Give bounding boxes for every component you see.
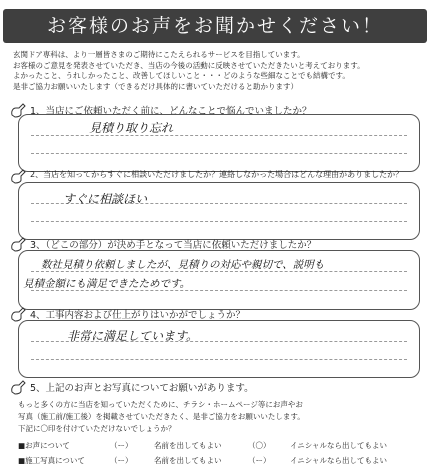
question-label: 1、当店にご依頼いただく前に、どんなことで悩んでいましたか？ [30, 106, 312, 117]
request-line: 下記に〇印を付けていただけないでしょうか？ [18, 424, 176, 433]
photo-request-text [18, 399, 418, 435]
question-5 [10, 379, 420, 395]
ruled-line [31, 153, 407, 154]
question-label: 4、工事内容および仕上がりはいかがでしょうか？ [30, 310, 246, 321]
title-banner [3, 9, 427, 43]
intro-line: お客様のご意見を発表させていただき、当店の今後の活動に反映させていただきたいと考えております。 [13, 60, 365, 70]
question-1 [10, 102, 420, 135]
question-2 [10, 168, 420, 206]
photo-permission-row [18, 455, 418, 467]
intro-line: 是非ご協力お願いいたします（できるだけ具体的に書いていただけると助かります） [13, 81, 298, 91]
choice-mark[interactable]: （〇） [248, 441, 271, 450]
intro-line: 玄関ドア専科は、より一層皆さまのご期待にこたえられるサービスを目指しています。 [13, 50, 305, 59]
voice-permission-row [18, 440, 418, 452]
intro-line: よかったこと、うれしかったこと、改善してほしいこと・・・どのような些細なことでも結構です。 [13, 71, 350, 81]
question-label: 2、当店を知ってからすぐに相談いただけましたか？連絡しなかった場合はどんな理由がありましたか？ [30, 170, 404, 179]
answer-box [18, 320, 420, 378]
question-label: 5、上記のお声とお写真についてお願いがあります。 [30, 383, 254, 394]
handwritten-answer: 非常に満足しています。 [67, 329, 199, 343]
choice-item-label: ■施工写真について [18, 456, 85, 465]
answer-box [18, 182, 420, 240]
intro-text [13, 50, 421, 92]
question-label: 3、（どこの部分）が決め手となって当店に依頼いただけましたか？ [30, 240, 317, 251]
ruled-line [31, 221, 407, 222]
page-title: お客様のお声をお聞かせください！ [46, 15, 383, 37]
answer-box [18, 250, 420, 310]
request-line: もっと多くの方に当店を知っていただくために、チラシ・ホームページ等にお声やお [18, 400, 303, 409]
choice-mark[interactable]: （ー） [248, 456, 271, 465]
pencil-hand-icon [10, 379, 28, 395]
choice-option: イニシャルなら出してもよい [290, 456, 388, 465]
choice-option: 名前を出してもよい [154, 441, 222, 450]
ruled-line [31, 135, 407, 136]
choice-option: イニシャルなら出してもよい [290, 441, 388, 450]
handwritten-answer: 見積り取り忘れ [89, 121, 174, 135]
handwritten-answer: 数社見積り依頼しましたが、見積りの対応や親切で、説明も [41, 259, 325, 271]
question-3 [10, 236, 420, 290]
request-line: 写真（施工前/施工後）を掲載させていただきたく、是非ご協力をお願いいたします。 [18, 412, 305, 421]
choice-option: 名前を出してもよい [154, 456, 222, 465]
choice-mark[interactable]: （ー） [110, 441, 133, 450]
handwritten-answer: 見積金額にも満足できたためです。 [23, 278, 191, 290]
choice-mark[interactable]: （ー） [110, 456, 133, 465]
answer-box [18, 114, 420, 172]
handwritten-answer: すぐに相談ほい [63, 192, 148, 206]
ruled-line [31, 359, 407, 360]
question-4 [10, 306, 420, 343]
choice-item-label: ■お声について [18, 441, 70, 450]
